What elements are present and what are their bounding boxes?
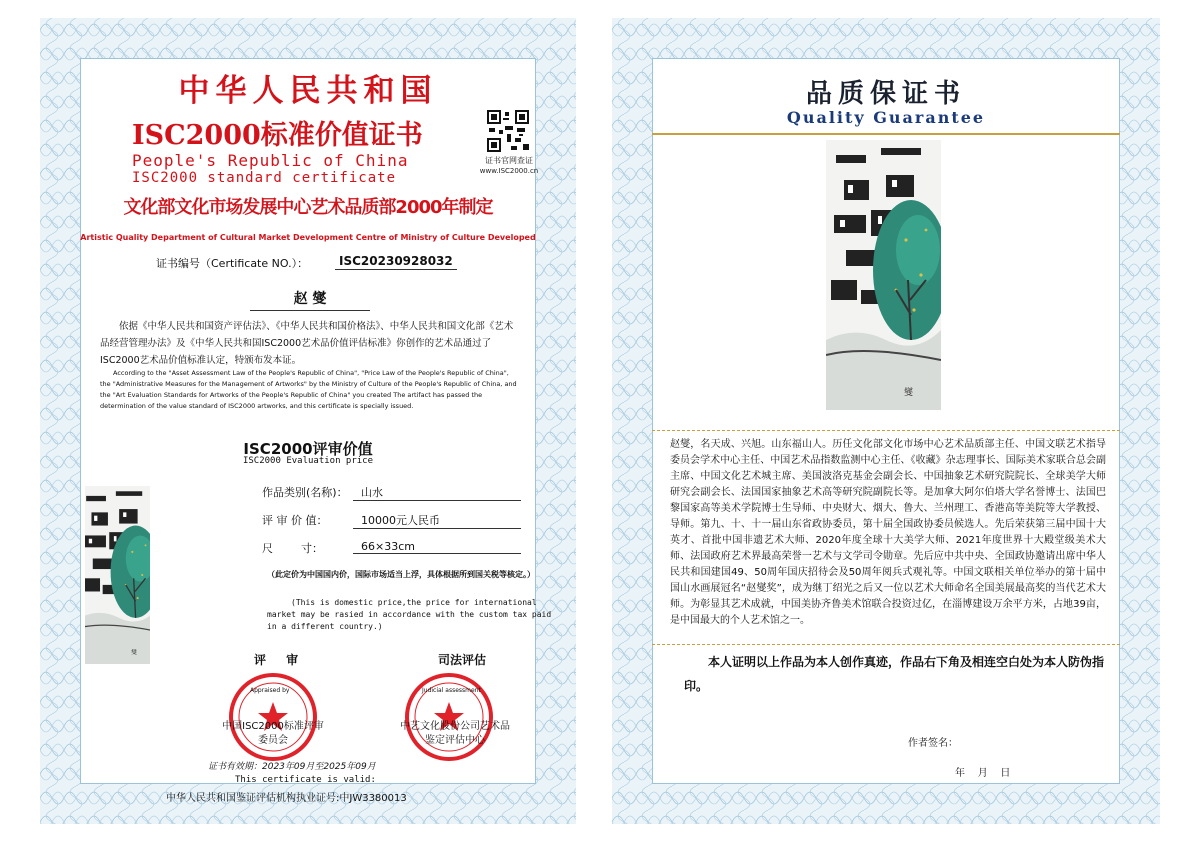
guarantee-title-en: Quality Guarantee bbox=[786, 108, 986, 127]
review-label: 评 审 bbox=[254, 653, 307, 667]
seal-left-cn: 中国ISC2000标准评审委员会 bbox=[222, 721, 324, 746]
field-label-category: 作品类别(名称)： bbox=[262, 486, 348, 499]
qr-code-icon[interactable] bbox=[487, 110, 529, 152]
certificate-title-en: ISC2000 standard certificate bbox=[132, 170, 397, 186]
bio-divider-bottom bbox=[652, 644, 1120, 646]
certificate-number-label: 证书编号（Certificate NO.）： bbox=[156, 257, 309, 270]
field-value-category: 山水 bbox=[353, 484, 521, 501]
certificate-number: ISC20230928032 bbox=[335, 254, 457, 270]
seal-left-en: Appraised by bbox=[250, 687, 290, 694]
artwork-image bbox=[826, 140, 941, 410]
bio-divider-top bbox=[652, 430, 1120, 432]
qr-url: www.ISC2000.cn bbox=[479, 167, 539, 175]
field-label-size: 尺 寸： bbox=[262, 542, 323, 555]
seal-right-en: Judicial assessment bbox=[422, 687, 481, 694]
field-value-size: 66×33cm bbox=[353, 540, 521, 554]
date-label: 年 月 日 bbox=[955, 768, 1011, 779]
legal-basis-en: According to the "Asset Assessment Law of the People's Republic of China", "Price Law of the People's Republic of China", the "Administrative Measures for the Management of Artworks" by the Ministry of Culture of the People's Republic of China, and the "Art Evaluation Standards for Artworks of the People's Republic of China" you created The artifact has passed the determination of the value standard of ISC2000 artworks, and this certificate is specially issued. bbox=[100, 369, 517, 410]
field-value-price: 10000元人民币 bbox=[353, 512, 521, 529]
certificate-holder: 赵 燮 bbox=[250, 288, 370, 311]
legal-basis-cn: 依据《中华人民共和国资产评估法》、《中华人民共和国价格法》、中华人民共和国文化部《艺术品经营管理办法》及《中华人民共和国ISC2000艺术品价值评估标准》你创作的艺术品通过了ISC2000艺术品价值标准认定，特颁布发本证。 bbox=[100, 321, 514, 366]
qr-caption: 证书官网查证 bbox=[485, 156, 533, 165]
seal-right-cn: 中艺文化股份公司艺术品鉴定评估中心 bbox=[400, 721, 510, 746]
authenticity-declaration: 本人证明以上作品为本人创作真迹，作品右下角及相连空白处为本人防伪指印。 bbox=[684, 655, 1105, 693]
price-note-en: (This is domestic price,the price for international market may be rasied in accordance with the custom tax paid in a different country.) bbox=[267, 598, 552, 631]
title-divider bbox=[652, 133, 1120, 135]
price-note-cn: （此定价为中国国内价，国际市场适当上浮，具体根据所到国关税等核定。） bbox=[267, 570, 535, 579]
evaluation-title-cn: ISC2000评审价值 bbox=[243, 440, 373, 458]
validity-en: This certificate is valid: bbox=[235, 775, 376, 785]
department-cn: 文化部文化市场发展中心艺术品质部2000年制定 bbox=[123, 197, 493, 218]
department-en: Artistic Quality Department of Cultural Market Development Centre of Ministry of Culture Developed bbox=[80, 233, 536, 242]
field-label-price: 评 审 价 值： bbox=[262, 514, 328, 527]
evaluation-title-en: ISC2000 Evaluation price bbox=[242, 456, 374, 466]
country-title-cn: 中华人民共和国 bbox=[178, 73, 438, 109]
country-title-en: People's Republic of China bbox=[132, 151, 409, 170]
license-number: 中华人民共和国鉴证评估机构执业证号:中JW3380013 bbox=[166, 793, 407, 804]
validity-cn: 证书有效期：2023年09月至2025年09月 bbox=[208, 762, 376, 772]
artwork-thumbnail bbox=[85, 486, 150, 664]
artist-biography: 赵燮，名天成、兴旭。山东福山人。历任文化部文化市场中心艺术品质部主任、中国文联艺术指导委员会学术中心主任、中国艺术品指数监测中心主任、《收藏》杂志理事长、国际美术家联合总会副主席、中国文化艺术城主席、美国波洛克基金会副会长、中国抽象艺术研究院院长、全球美学大师研究会副会长、法国国家抽象艺术高等研究院副院长等。是加拿大阿尔伯塔大学名誉博士、法国巴黎国家高等美术学院博士生导师、中央财大、烟大、鲁大、兰州理工、香港高等美院等大学教授、导师。第九、十、十一届山东省政协委员，第十届全国政协委员候选人。先后荣获第三届中国十大英才、首批中国非遗艺术大师、2020年度全球十大美学大师、2021年度世界十大殿堂级美术大师、法国政府艺术界最高荣誉一艺术与文学司令勋章。先后应中共中央、全国政协邀请出席中华人民共和国建国49、50周年国庆招待会及50周年阅兵式观礼等。中国文联相关单位举办的第十届中国山水画展冠名“赵燮奖”，成为继丁绍光之后又一位以艺术大师命名全国美展最高奖的当代艺术大师。为彰显其艺术成就，中国美协齐鲁美术馆联合投资过亿，在淄博建设万余平方米，占地39亩，是中国最大的个人艺术馆之一。 bbox=[670, 439, 1106, 626]
quality-guarantee bbox=[612, 18, 1160, 824]
certificate-title-cn: ISC2000标准价值证书 bbox=[132, 120, 423, 151]
value-certificate bbox=[40, 18, 576, 824]
guarantee-title-cn: 品质保证书 bbox=[805, 79, 966, 109]
author-signature-label: 作者签名： bbox=[908, 738, 958, 749]
judicial-label: 司法评估 bbox=[438, 653, 487, 667]
